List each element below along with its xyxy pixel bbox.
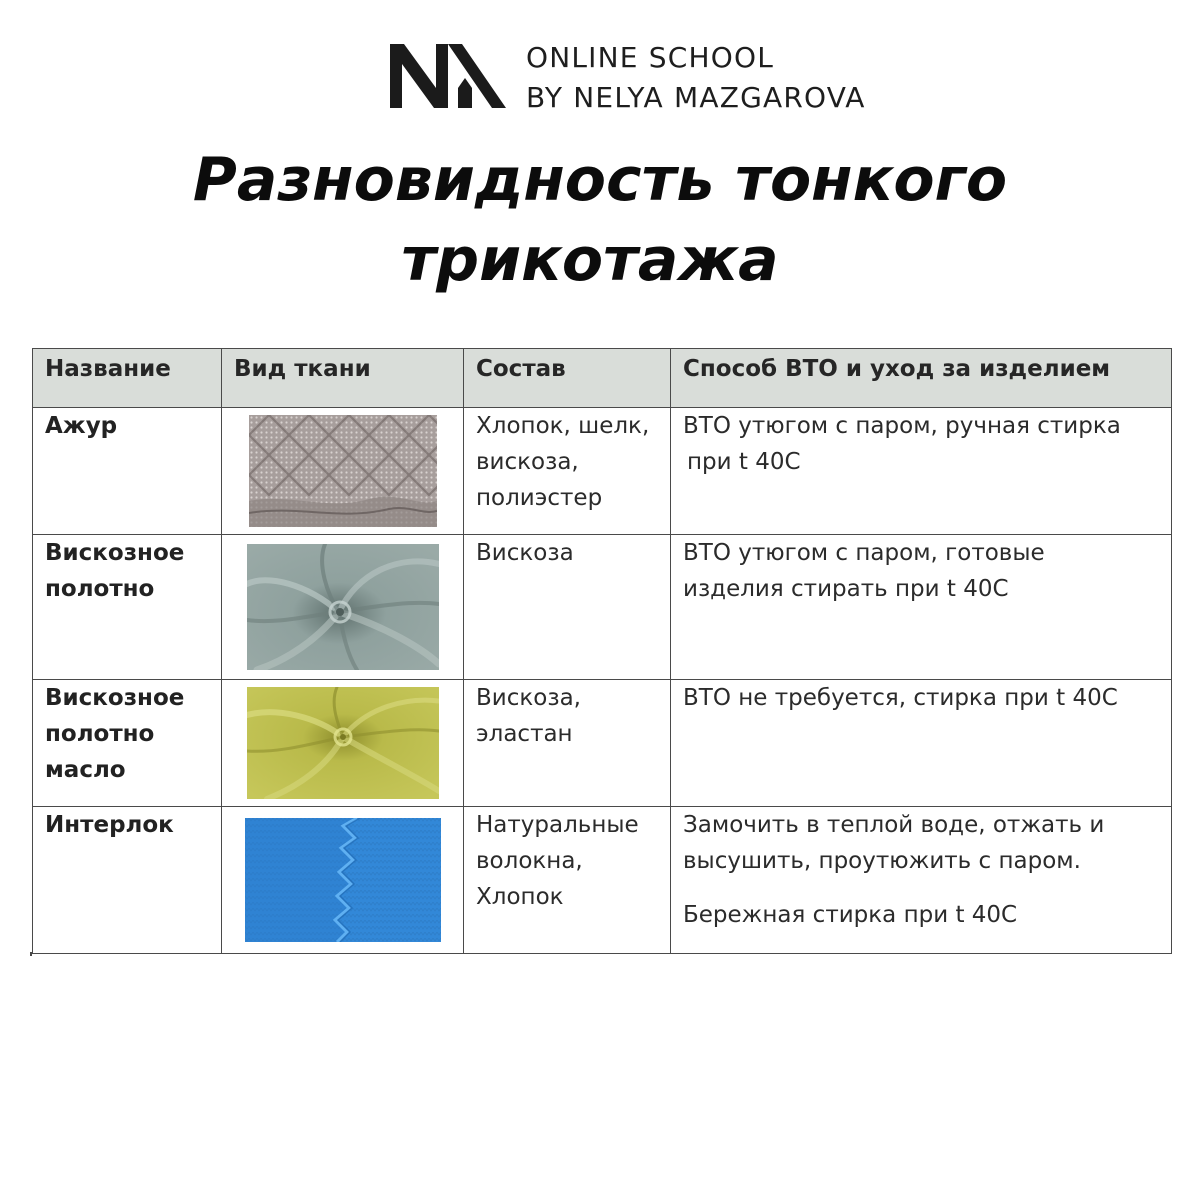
header-composition: Состав — [464, 349, 671, 408]
table-header-row — [33, 349, 1172, 408]
interlock-fabric-image — [245, 818, 441, 942]
fabric-image-cell — [222, 408, 464, 535]
fabric-image-cell — [222, 807, 464, 954]
header-name: Название — [33, 349, 222, 408]
page-title — [0, 140, 1200, 300]
row-composition: Хлопок, шелк, вискоза, полиэстер — [464, 408, 671, 535]
row-composition: Вискоза — [464, 535, 671, 680]
table-row — [33, 680, 1172, 807]
brand-logo — [388, 38, 888, 118]
row-name: Вискозное полотно масло — [33, 680, 222, 807]
row-composition: Натуральные волокна, Хлопок — [464, 807, 671, 954]
oil-viscose-fabric-image — [247, 687, 439, 799]
brand-name — [526, 38, 866, 118]
title-line-2: трикотажа — [401, 225, 779, 295]
fabric-image-cell — [222, 680, 464, 807]
row-name: Вискозное полотно — [33, 535, 222, 680]
table-edge-tick — [30, 952, 32, 956]
row-composition: Вискоза, эластан — [464, 680, 671, 807]
header-fabric-view: Вид ткани — [222, 349, 464, 408]
row-name: Ажур — [33, 408, 222, 535]
care-extra-note: Бережная стирка при t 40С — [683, 902, 1018, 928]
brand-line-1: ONLINE SCHOOL — [526, 41, 775, 74]
fabric-image-cell — [222, 535, 464, 680]
table-row — [33, 535, 1172, 680]
viscose-fabric-image — [247, 544, 439, 670]
row-care: ВТО утюгом с паром, готовые изделия стирать при t 40С — [671, 535, 1172, 680]
lace-fabric-image — [249, 415, 437, 527]
nm-monogram-icon — [388, 42, 510, 110]
row-care: ВТО не требуется, стирка при t 40С — [671, 680, 1172, 807]
fabric-table — [32, 348, 1172, 954]
table-row — [33, 807, 1172, 954]
header-care: Способ ВТО и уход за изделием — [671, 349, 1172, 408]
row-care: Замочить в теплой воде, отжать и высушить, проутюжить с паром. Бережная стирка при t 40С — [671, 807, 1172, 954]
row-care: ВТО утюгом с паром, ручная стирка при t 40С — [671, 408, 1172, 535]
brand-line-2: BY NELYA MAZGAROVA — [526, 81, 866, 114]
row-name: Интерлок — [33, 807, 222, 954]
table-row — [33, 408, 1172, 535]
title-line-1: Разновидность тонкого — [192, 145, 1008, 215]
